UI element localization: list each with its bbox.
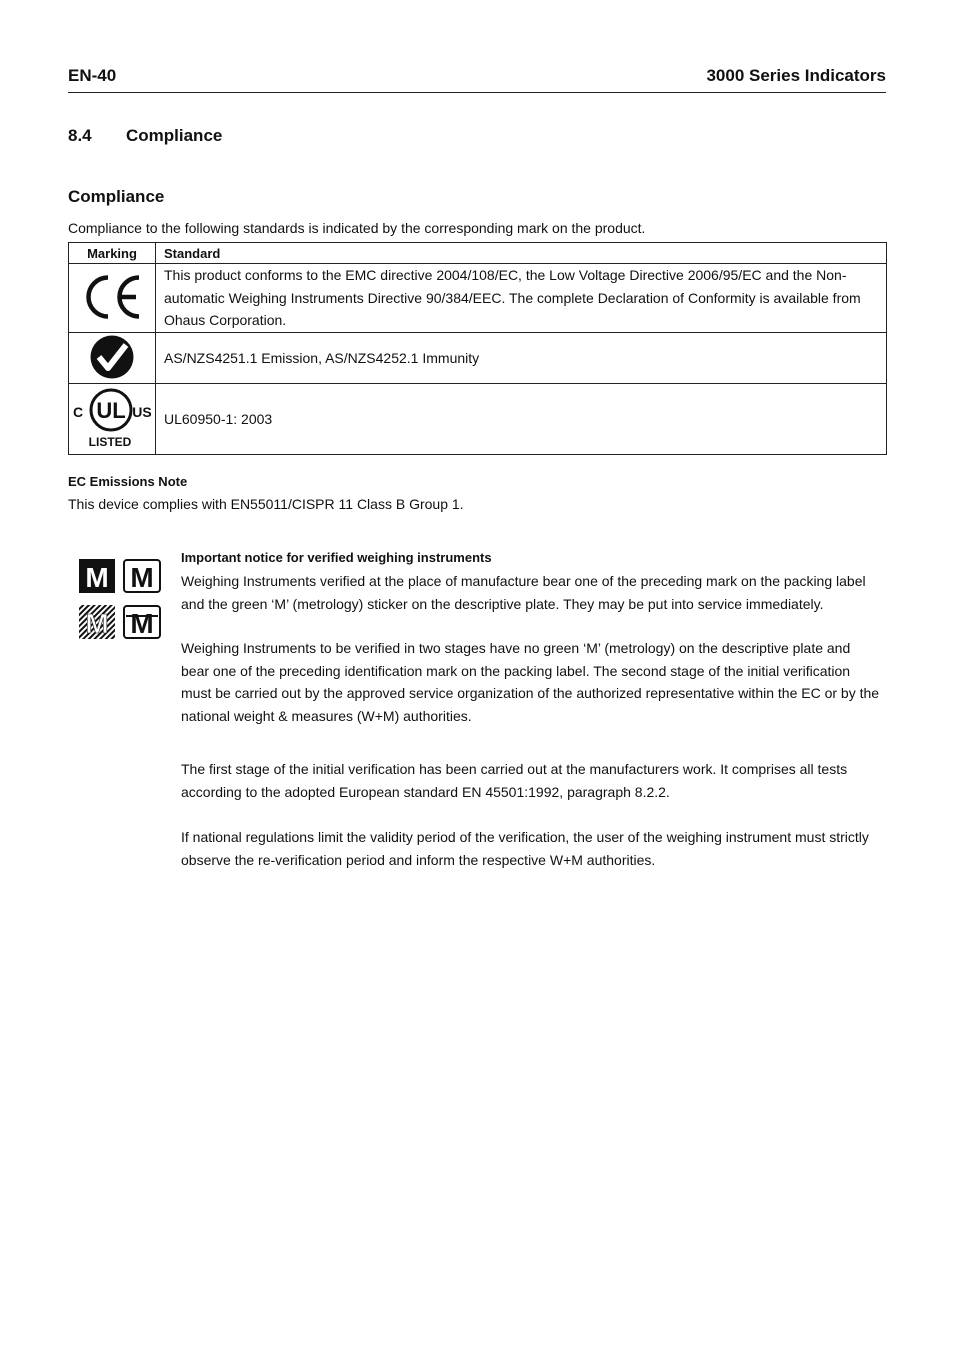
marking-cell xyxy=(69,264,156,333)
ul-c-letter: C xyxy=(73,403,84,420)
svg-text:M: M xyxy=(130,562,154,593)
table-row xyxy=(69,384,887,455)
table-row xyxy=(69,264,887,333)
column-header-marking: Marking xyxy=(69,243,156,264)
ec-emissions-text: This device complies with EN55011/CISPR 11 Class B Group 1. xyxy=(68,496,464,512)
svg-text:M: M xyxy=(130,608,154,639)
section-title: Compliance xyxy=(126,126,223,145)
marking-cell xyxy=(69,333,156,384)
page-number: EN-40 xyxy=(68,66,117,85)
ul-us-letters: US xyxy=(132,403,151,420)
m-mark-outline-icon xyxy=(124,560,160,593)
notice-paragraph: The first stage of the initial verification has been carried out at the manufacturers work. It comprises all tests according to the adopted European standard EN 45501:1992, paragraph 8.2.2. xyxy=(181,761,848,800)
notice-paragraph: If national regulations limit the validity period of the verification, the user of the weighing instrument must strictly observe the re-verification period and inform the respective W+M authorities. xyxy=(181,829,869,868)
metrology-marks-icon xyxy=(78,558,164,640)
m-mark-hatched-icon xyxy=(79,605,115,639)
ec-emissions-title: EC Emissions Note xyxy=(68,474,188,489)
c-tick-mark-icon xyxy=(89,334,135,380)
document-title: 3000 Series Indicators xyxy=(706,66,886,85)
standard-cell: This product conforms to the EMC directive 2004/108/EC, the Low Voltage Directive 2006/95/EC and the Non-automatic Weighing Instruments Directive 90/384/EEC. The complete Declaration of Conformity is available from Ohaus Corporation. xyxy=(156,264,887,333)
header-divider xyxy=(68,92,886,93)
compliance-table xyxy=(68,242,887,455)
intro-text: Compliance to the following standards is indicated by the corresponding mark on the product. xyxy=(68,220,646,236)
table-header-row xyxy=(69,243,887,264)
notice-paragraph: Weighing Instruments verified at the place of manufacture bear one of the preceding mark on the packing label and the green ‘M’ (metrology) sticker on the descriptive plate. They may be put into service immediately. xyxy=(181,573,866,612)
m-mark-outline-struck-icon xyxy=(124,606,160,639)
standard-cell: AS/NZS4251.1 Emission, AS/NZS4252.1 Immunity xyxy=(156,333,887,384)
ul-letters: UL xyxy=(96,397,126,423)
ul-listed-label: LISTED xyxy=(88,434,132,449)
column-header-standard: Standard xyxy=(156,243,887,264)
svg-text:M: M xyxy=(85,562,109,593)
subsection-title: Compliance xyxy=(68,187,165,206)
cul-us-listed-mark-icon xyxy=(73,386,151,450)
svg-text:M: M xyxy=(85,608,109,639)
standard-cell: UL60950-1: 2003 xyxy=(156,384,887,455)
notice-title: Important notice for verified weighing instruments xyxy=(181,550,492,565)
m-mark-solid-icon xyxy=(79,559,115,593)
marking-cell xyxy=(69,384,156,455)
table-row xyxy=(69,333,887,384)
ce-mark-icon xyxy=(81,272,143,322)
section-number: 8.4 xyxy=(68,126,92,145)
notice-paragraph: Weighing Instruments to be verified in two stages have no green ‘M’ (metrology) on the descriptive plate and bear one of the preceding identification mark on the packing label. The second stage of the initial verification must be carried out by the approved service organization of the authorized representative within the EC or by the national weight & measures (W+M) authorities. xyxy=(181,640,880,724)
